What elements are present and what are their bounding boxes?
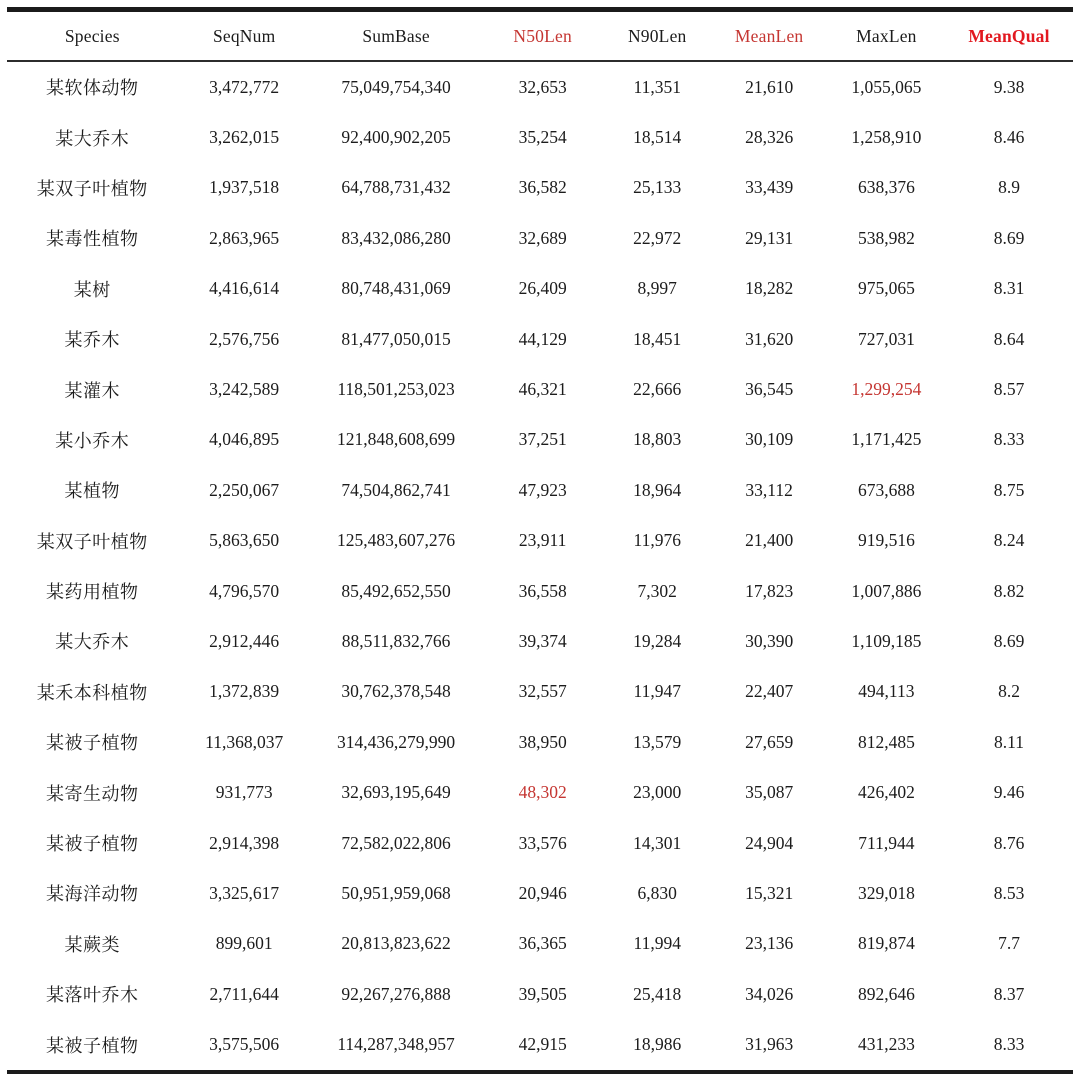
value-cell: 22,972 bbox=[633, 227, 682, 248]
value-cell: 727,031 bbox=[857, 328, 915, 349]
value-cell: 494,113 bbox=[858, 681, 915, 702]
table-row bbox=[7, 717, 1073, 767]
value-cell: 9.38 bbox=[993, 76, 1025, 97]
value-cell: 42,915 bbox=[518, 1034, 567, 1055]
value-cell: 88,511,832,766 bbox=[341, 630, 451, 651]
species-cell: 某小乔木 bbox=[55, 430, 130, 451]
value-cell: 638,376 bbox=[857, 177, 915, 198]
table-row bbox=[7, 616, 1073, 666]
value-cell: 22,666 bbox=[633, 379, 682, 400]
value-cell: 18,803 bbox=[633, 429, 682, 450]
value-cell: 18,282 bbox=[745, 278, 794, 299]
value-cell: 8.9 bbox=[998, 177, 1020, 198]
value-cell: 30,109 bbox=[745, 429, 794, 450]
value-cell: 11,351 bbox=[633, 76, 681, 97]
species-cell: 某药用植物 bbox=[46, 582, 139, 603]
value-cell: 18,964 bbox=[633, 479, 682, 500]
value-cell: 32,689 bbox=[518, 227, 567, 248]
value-cell: 1,055,065 bbox=[851, 76, 922, 97]
value-cell: 8.57 bbox=[993, 379, 1025, 400]
species-cell: 某禾本科植物 bbox=[36, 682, 148, 703]
value-cell: 32,653 bbox=[518, 76, 567, 97]
value-cell: 3,242,589 bbox=[209, 379, 280, 400]
value-cell: 80,748,431,069 bbox=[341, 278, 451, 299]
value-cell: 22,407 bbox=[745, 681, 794, 702]
table-row bbox=[7, 1019, 1073, 1071]
value-cell: 8.69 bbox=[993, 630, 1025, 651]
species-cell: 某寄生动物 bbox=[46, 783, 139, 804]
table-row bbox=[7, 767, 1073, 817]
value-cell: 36,545 bbox=[745, 379, 794, 400]
species-cell: 某被子植物 bbox=[46, 1035, 139, 1056]
value-cell: 2,250,067 bbox=[209, 479, 280, 500]
value-cell: 92,267,276,888 bbox=[341, 983, 451, 1004]
value-cell: 8.2 bbox=[998, 681, 1020, 702]
value-cell: 36,582 bbox=[518, 177, 567, 198]
value-cell: 114,287,348,957 bbox=[337, 1034, 455, 1055]
value-cell: 975,065 bbox=[857, 278, 915, 299]
value-cell: 931,773 bbox=[215, 782, 273, 803]
table-row bbox=[7, 213, 1073, 263]
column-header-meanqual: MeanQual bbox=[945, 10, 1073, 62]
value-cell: 11,976 bbox=[633, 530, 681, 551]
column-header-seqnum: SeqNum bbox=[178, 10, 311, 62]
species-cell: 某大乔木 bbox=[55, 128, 130, 149]
value-cell: 7.7 bbox=[998, 933, 1020, 954]
value-cell: 47,923 bbox=[518, 479, 567, 500]
value-cell: 8.46 bbox=[993, 127, 1025, 148]
value-cell: 83,432,086,280 bbox=[341, 227, 451, 248]
value-cell: 8.11 bbox=[994, 731, 1024, 752]
value-cell: 30,762,378,548 bbox=[341, 681, 451, 702]
value-cell: 711,944 bbox=[858, 832, 915, 853]
value-cell: 919,516 bbox=[857, 530, 915, 551]
value-cell: 25,418 bbox=[633, 983, 682, 1004]
value-cell: 5,863,650 bbox=[209, 530, 280, 551]
value-cell: 21,610 bbox=[745, 76, 794, 97]
species-cell: 某灌木 bbox=[64, 380, 121, 401]
value-cell: 1,109,185 bbox=[851, 630, 922, 651]
species-cell: 某大乔木 bbox=[55, 632, 130, 653]
value-cell: 4,416,614 bbox=[209, 278, 280, 299]
value-cell: 32,557 bbox=[518, 681, 567, 702]
value-cell: 8.31 bbox=[993, 278, 1025, 299]
value-cell: 38,950 bbox=[518, 731, 567, 752]
value-cell: 33,576 bbox=[518, 832, 567, 853]
value-cell: 431,233 bbox=[857, 1034, 915, 1055]
value-cell: 72,582,022,806 bbox=[341, 832, 451, 853]
value-cell: 25,133 bbox=[633, 177, 682, 198]
species-cell: 某软体动物 bbox=[46, 78, 139, 99]
column-header-sumbase: SumBase bbox=[311, 10, 482, 62]
value-cell: 3,575,506 bbox=[209, 1034, 280, 1055]
stats-table-container bbox=[7, 7, 1073, 1074]
value-cell: 33,112 bbox=[745, 479, 793, 500]
value-cell: 20,813,823,622 bbox=[341, 933, 451, 954]
value-cell: 1,299,254 bbox=[851, 379, 922, 400]
value-cell: 33,439 bbox=[745, 177, 794, 198]
value-cell: 8.64 bbox=[993, 328, 1025, 349]
species-stats-table bbox=[7, 7, 1073, 1074]
column-header-maxlen: MaxLen bbox=[828, 10, 945, 62]
value-cell: 8.33 bbox=[993, 429, 1025, 450]
species-cell: 某植物 bbox=[64, 481, 121, 502]
species-cell: 某蕨类 bbox=[64, 934, 121, 955]
value-cell: 812,485 bbox=[857, 731, 915, 752]
value-cell: 6,830 bbox=[637, 882, 677, 903]
value-cell: 8.82 bbox=[993, 580, 1025, 601]
value-cell: 50,951,959,068 bbox=[341, 882, 451, 903]
value-cell: 32,693,195,649 bbox=[341, 782, 451, 803]
value-cell: 4,796,570 bbox=[209, 580, 280, 601]
value-cell: 8.53 bbox=[993, 882, 1025, 903]
value-cell: 21,400 bbox=[745, 530, 794, 551]
species-cell: 某双子叶植物 bbox=[36, 178, 148, 199]
value-cell: 426,402 bbox=[857, 782, 915, 803]
value-cell: 23,911 bbox=[518, 530, 567, 551]
value-cell: 4,046,895 bbox=[209, 429, 280, 450]
species-cell: 某海洋动物 bbox=[46, 884, 139, 905]
value-cell: 46,321 bbox=[518, 379, 567, 400]
value-cell: 2,863,965 bbox=[209, 227, 280, 248]
value-cell: 30,390 bbox=[745, 630, 794, 651]
value-cell: 74,504,862,741 bbox=[341, 479, 451, 500]
value-cell: 18,451 bbox=[633, 328, 682, 349]
table-row bbox=[7, 465, 1073, 515]
column-header-n50len: N50Len bbox=[481, 10, 604, 62]
value-cell: 2,912,446 bbox=[209, 630, 280, 651]
species-cell: 某树 bbox=[73, 279, 111, 300]
species-cell: 某乔木 bbox=[64, 330, 121, 351]
value-cell: 2,711,644 bbox=[209, 983, 279, 1004]
table-row bbox=[7, 163, 1073, 213]
value-cell: 1,258,910 bbox=[851, 127, 922, 148]
value-cell: 7,302 bbox=[637, 580, 677, 601]
value-cell: 31,963 bbox=[745, 1034, 794, 1055]
value-cell: 1,372,839 bbox=[209, 681, 280, 702]
value-cell: 15,321 bbox=[745, 882, 794, 903]
value-cell: 23,136 bbox=[745, 933, 794, 954]
species-cell: 某被子植物 bbox=[46, 733, 139, 754]
species-cell: 某毒性植物 bbox=[46, 229, 139, 250]
value-cell: 8.37 bbox=[993, 983, 1025, 1004]
table-row bbox=[7, 264, 1073, 314]
table-row bbox=[7, 969, 1073, 1019]
value-cell: 125,483,607,276 bbox=[337, 530, 456, 551]
value-cell: 3,325,617 bbox=[209, 882, 280, 903]
value-cell: 8,997 bbox=[637, 278, 677, 299]
table-header bbox=[7, 10, 1073, 62]
value-cell: 11,947 bbox=[633, 681, 681, 702]
value-cell: 2,914,398 bbox=[209, 832, 280, 853]
value-cell: 37,251 bbox=[518, 429, 567, 450]
value-cell: 538,982 bbox=[857, 227, 915, 248]
value-cell: 673,688 bbox=[857, 479, 915, 500]
species-cell: 某落叶乔木 bbox=[46, 985, 139, 1006]
value-cell: 11,368,037 bbox=[205, 731, 284, 752]
value-cell: 36,365 bbox=[518, 933, 567, 954]
table-row bbox=[7, 868, 1073, 918]
value-cell: 13,579 bbox=[633, 731, 682, 752]
value-cell: 26,409 bbox=[518, 278, 567, 299]
value-cell: 3,472,772 bbox=[209, 76, 280, 97]
value-cell: 18,986 bbox=[633, 1034, 682, 1055]
value-cell: 3,262,015 bbox=[209, 127, 280, 148]
table-body bbox=[7, 61, 1073, 1072]
value-cell: 75,049,754,340 bbox=[341, 76, 451, 97]
value-cell: 8.33 bbox=[993, 1034, 1025, 1055]
value-cell: 31,620 bbox=[745, 328, 794, 349]
value-cell: 92,400,902,205 bbox=[341, 127, 451, 148]
value-cell: 64,788,731,432 bbox=[341, 177, 451, 198]
value-cell: 85,492,652,550 bbox=[341, 580, 451, 601]
value-cell: 39,374 bbox=[518, 630, 567, 651]
value-cell: 36,558 bbox=[518, 580, 567, 601]
column-header-species: Species bbox=[7, 10, 178, 62]
table-header-row bbox=[7, 10, 1073, 62]
table-row bbox=[7, 516, 1073, 566]
table-row bbox=[7, 818, 1073, 868]
column-header-n90len: N90Len bbox=[604, 10, 711, 62]
species-cell: 某被子植物 bbox=[46, 834, 139, 855]
value-cell: 28,326 bbox=[745, 127, 794, 148]
value-cell: 23,000 bbox=[633, 782, 682, 803]
value-cell: 329,018 bbox=[857, 882, 915, 903]
table-row bbox=[7, 415, 1073, 465]
value-cell: 819,874 bbox=[857, 933, 915, 954]
table-row bbox=[7, 61, 1073, 112]
value-cell: 81,477,050,015 bbox=[341, 328, 451, 349]
value-cell: 24,904 bbox=[745, 832, 794, 853]
value-cell: 27,659 bbox=[745, 731, 794, 752]
table-row bbox=[7, 566, 1073, 616]
table-row bbox=[7, 919, 1073, 969]
value-cell: 20,946 bbox=[518, 882, 567, 903]
value-cell: 314,436,279,990 bbox=[337, 731, 456, 752]
value-cell: 892,646 bbox=[857, 983, 915, 1004]
value-cell: 18,514 bbox=[633, 127, 682, 148]
value-cell: 48,302 bbox=[518, 782, 567, 803]
column-header-meanlen: MeanLen bbox=[711, 10, 828, 62]
value-cell: 44,129 bbox=[518, 328, 567, 349]
value-cell: 17,823 bbox=[745, 580, 794, 601]
value-cell: 34,026 bbox=[745, 983, 794, 1004]
value-cell: 1,171,425 bbox=[851, 429, 922, 450]
value-cell: 8.76 bbox=[993, 832, 1025, 853]
table-row bbox=[7, 314, 1073, 364]
species-cell: 某双子叶植物 bbox=[36, 531, 148, 552]
value-cell: 14,301 bbox=[633, 832, 682, 853]
value-cell: 8.75 bbox=[993, 479, 1025, 500]
value-cell: 9.46 bbox=[993, 782, 1025, 803]
value-cell: 19,284 bbox=[633, 630, 682, 651]
value-cell: 8.69 bbox=[993, 227, 1025, 248]
value-cell: 121,848,608,699 bbox=[337, 429, 456, 450]
value-cell: 1,007,886 bbox=[851, 580, 922, 601]
value-cell: 1,937,518 bbox=[209, 177, 280, 198]
value-cell: 2,576,756 bbox=[209, 328, 280, 349]
value-cell: 29,131 bbox=[745, 227, 794, 248]
value-cell: 8.24 bbox=[993, 530, 1025, 551]
value-cell: 118,501,253,023 bbox=[337, 379, 455, 400]
table-row bbox=[7, 364, 1073, 414]
value-cell: 35,087 bbox=[745, 782, 794, 803]
table-row bbox=[7, 667, 1073, 717]
value-cell: 35,254 bbox=[518, 127, 567, 148]
value-cell: 39,505 bbox=[518, 983, 567, 1004]
value-cell: 11,994 bbox=[633, 933, 681, 954]
value-cell: 899,601 bbox=[215, 933, 273, 954]
table-row bbox=[7, 112, 1073, 162]
